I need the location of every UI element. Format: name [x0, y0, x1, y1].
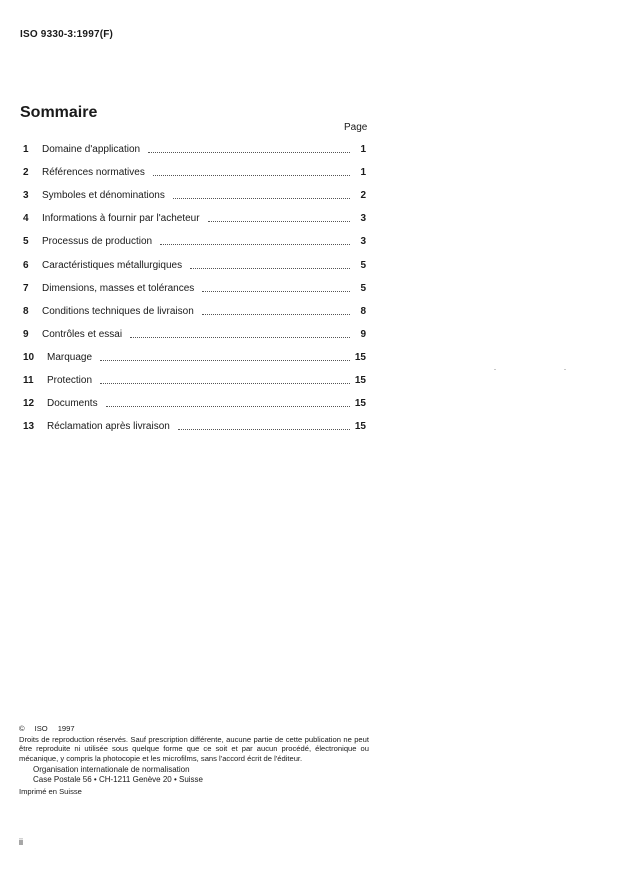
toc-entry [23, 328, 366, 342]
toc-entry-page: 1 [360, 167, 366, 179]
toc-entry-page: 5 [360, 282, 366, 294]
toc-entry-title: Conditions techniques de livraison [42, 305, 198, 319]
toc-dot-leader [178, 429, 350, 430]
toc-entry-title: Symboles et dénominations [42, 189, 169, 203]
toc-entry-page: 15 [354, 351, 366, 363]
page-number: ii [19, 837, 23, 847]
toc-entry-title: Processus de production [42, 235, 156, 249]
toc-entry [23, 189, 366, 203]
toc-entry-title: Documents [47, 397, 102, 411]
toc-dot-leader [202, 291, 350, 292]
toc-entry-number: 2 [23, 167, 29, 179]
toc-entry-page: 5 [360, 259, 366, 271]
toc-entry [23, 143, 366, 157]
copyright-org: ISO [34, 724, 48, 733]
copyright-line [19, 724, 369, 734]
toc-entry [23, 166, 366, 180]
toc-entry-number: 4 [23, 213, 29, 225]
toc-entry-page: 8 [360, 305, 366, 317]
toc-entry-page: 1 [360, 144, 366, 155]
printed-in: Imprimé en Suisse [19, 786, 82, 796]
toc-entry-page: 2 [360, 190, 366, 202]
copyright-symbol: © [19, 724, 25, 733]
toc-entry-page: 3 [360, 213, 366, 225]
toc-entry-page: 15 [354, 421, 366, 433]
toc-entry-title: Références normatives [42, 166, 149, 180]
toc-entry-title: Caractéristiques métallurgiques [42, 259, 186, 273]
toc-entry-page: 15 [354, 375, 366, 386]
toc-entry [23, 212, 366, 226]
toc-dot-leader [153, 175, 350, 176]
toc-dot-leader [100, 383, 350, 384]
toc-entry-number: 13 [23, 421, 35, 433]
toc-entry-number: 7 [23, 282, 29, 294]
toc-dot-leader [160, 244, 350, 245]
organisation-address: Case Postale 56 • CH-1211 Genève 20 • Suisse [33, 774, 203, 784]
toc-entry [23, 259, 366, 273]
toc-entry-number: 9 [23, 328, 29, 340]
toc-entry [23, 420, 366, 434]
scan-speck [494, 369, 496, 370]
toc-entry-number: 3 [23, 190, 29, 202]
toc-dot-leader [208, 221, 350, 222]
page-title: Sommaire [20, 104, 98, 121]
toc-dot-leader [130, 337, 350, 338]
organisation-name: Organisation internationale de normalisation [33, 765, 190, 775]
toc-entry-page: 3 [360, 236, 366, 248]
document-code: ISO 9330-3:1997(F) [20, 29, 114, 40]
toc-entry-number: 8 [23, 305, 29, 317]
toc-entry-title: Domaine d'application [42, 143, 144, 157]
toc-entry [23, 305, 366, 319]
toc-dot-leader [106, 406, 350, 407]
page-column-label: Page [344, 122, 368, 133]
toc-dot-leader [190, 268, 350, 269]
toc-entry-number: 6 [23, 259, 29, 271]
toc-entry-title: Protection [47, 374, 96, 388]
toc-entry-title: Informations à fournir par l'acheteur [42, 212, 204, 226]
toc-entry-title: Marquage [47, 351, 96, 365]
toc-entry [23, 282, 366, 296]
toc-entry-title: Dimensions, masses et tolérances [42, 282, 198, 296]
toc-entry-title: Contrôles et essai [42, 328, 126, 342]
toc-dot-leader [202, 314, 350, 315]
toc-dot-leader [173, 198, 350, 199]
toc-entry-page: 9 [360, 328, 366, 340]
toc-entry [23, 351, 366, 365]
toc-entry-page: 15 [354, 398, 366, 410]
toc-entry [23, 397, 366, 411]
toc-entry-title: Réclamation après livraison [47, 420, 174, 434]
toc-entry-number: 5 [23, 236, 29, 248]
copyright-notice [19, 724, 369, 796]
toc-dot-leader [148, 152, 350, 153]
toc-entry [23, 235, 366, 249]
copyright-year: 1997 [57, 724, 75, 733]
toc-entry-number: 1 [23, 144, 29, 155]
toc-entry-number: 10 [23, 351, 35, 363]
toc-entry [23, 374, 366, 388]
toc-dot-leader [100, 360, 350, 361]
scan-speck [564, 369, 566, 370]
toc-entry-number: 11 [23, 375, 34, 386]
toc-entry-number: 12 [23, 398, 35, 410]
rights-statement: Droits de reproduction réservés. Sauf prescription différente, aucune partie de cette publication ne peut être reproduite ni utilisée sous quelque forme que ce soit et par aucun procédé, électronique ou mécanique, y compris la photocopie et les microfilms, sans l'accord écrit de l'éditeur. [19, 734, 369, 763]
